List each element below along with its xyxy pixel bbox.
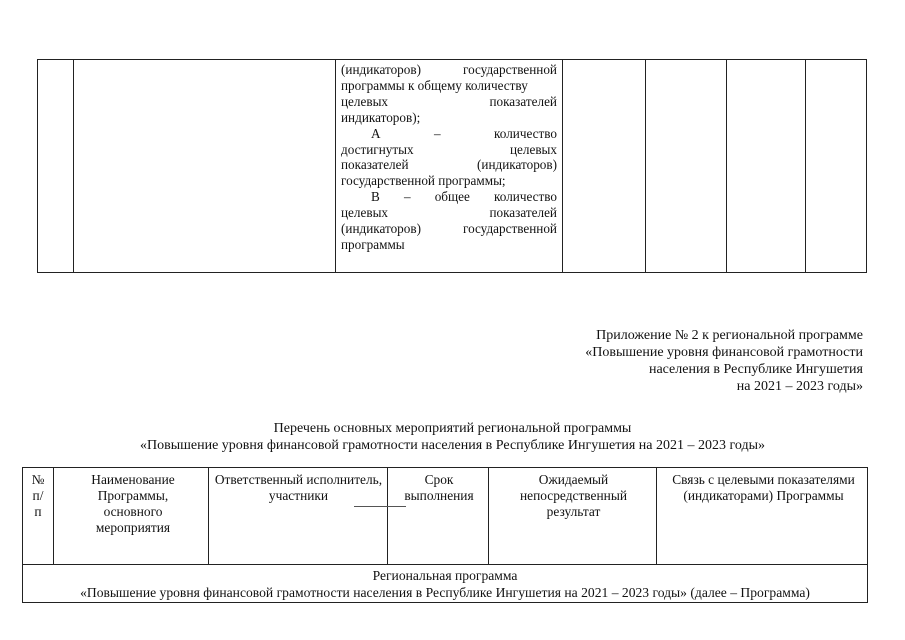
document-title <box>0 420 905 454</box>
column-divider <box>73 60 74 272</box>
header-name: Наименование Программы, основного мероприятия <box>91 472 175 535</box>
text-line: (индикаторов) государственной <box>341 62 557 77</box>
activities-table <box>22 467 868 603</box>
appendix-line: Приложение № 2 к региональной программе <box>596 328 863 343</box>
text-line: целевых показателей <box>341 93 557 109</box>
title-line: «Повышение уровня финансовой грамотности населения в Республике Ингушетия на 2021 – 2023 годы» <box>139 438 766 453</box>
text-line: В – общее количество <box>371 189 557 205</box>
text-line: государственной программы; <box>341 173 506 189</box>
text-line: (индикаторов) государственной <box>341 221 557 237</box>
header-result: Ожидаемый непосредственный результат <box>519 472 627 519</box>
column-divider <box>562 60 563 272</box>
top-table <box>37 59 867 273</box>
column-divider <box>387 468 388 564</box>
text-line: А – количество <box>371 125 557 141</box>
appendix-line: на 2021 – 2023 годы» <box>736 379 863 394</box>
appendix-line: населения в Республике Ингушетия <box>648 362 863 377</box>
row-divider <box>23 564 867 565</box>
header-term: Срок выполнения <box>404 472 474 503</box>
text-line: программы к общему количеству <box>341 77 528 93</box>
text-line: показателей (индикаторов) <box>341 157 557 173</box>
appendix-heading <box>463 327 863 395</box>
program-row-line: Региональная программа <box>372 568 518 583</box>
text-line: индикаторов); <box>341 109 421 125</box>
text-line: достигнутых целевых <box>341 141 557 157</box>
header-link: Связь с целевыми показателями (индикаторами) Программы <box>672 472 855 503</box>
column-divider <box>645 60 646 272</box>
header-number: № п/ п <box>31 472 45 519</box>
appendix-line: «Повышение уровня финансовой грамотности <box>585 345 863 360</box>
header-executor: Ответственный исполнитель, участники <box>214 472 383 503</box>
program-row-line: «Повышение уровня финансовой грамотности населения в Республике Ингушетия на 2021 – 2023 годы» (далее – Программа) <box>80 584 810 600</box>
column-divider <box>805 60 806 272</box>
indicator-formula-text <box>341 62 557 253</box>
column-divider <box>53 468 54 564</box>
title-line: Перечень основных мероприятий региональной программы <box>273 421 632 436</box>
column-divider <box>208 468 209 564</box>
column-divider <box>335 60 336 272</box>
text-line: целевых показателей <box>341 205 557 221</box>
column-divider <box>488 468 489 564</box>
column-divider <box>726 60 727 272</box>
text-line: программы <box>341 236 405 252</box>
program-row <box>23 568 867 601</box>
column-divider <box>656 468 657 564</box>
underline-mark <box>354 506 406 507</box>
